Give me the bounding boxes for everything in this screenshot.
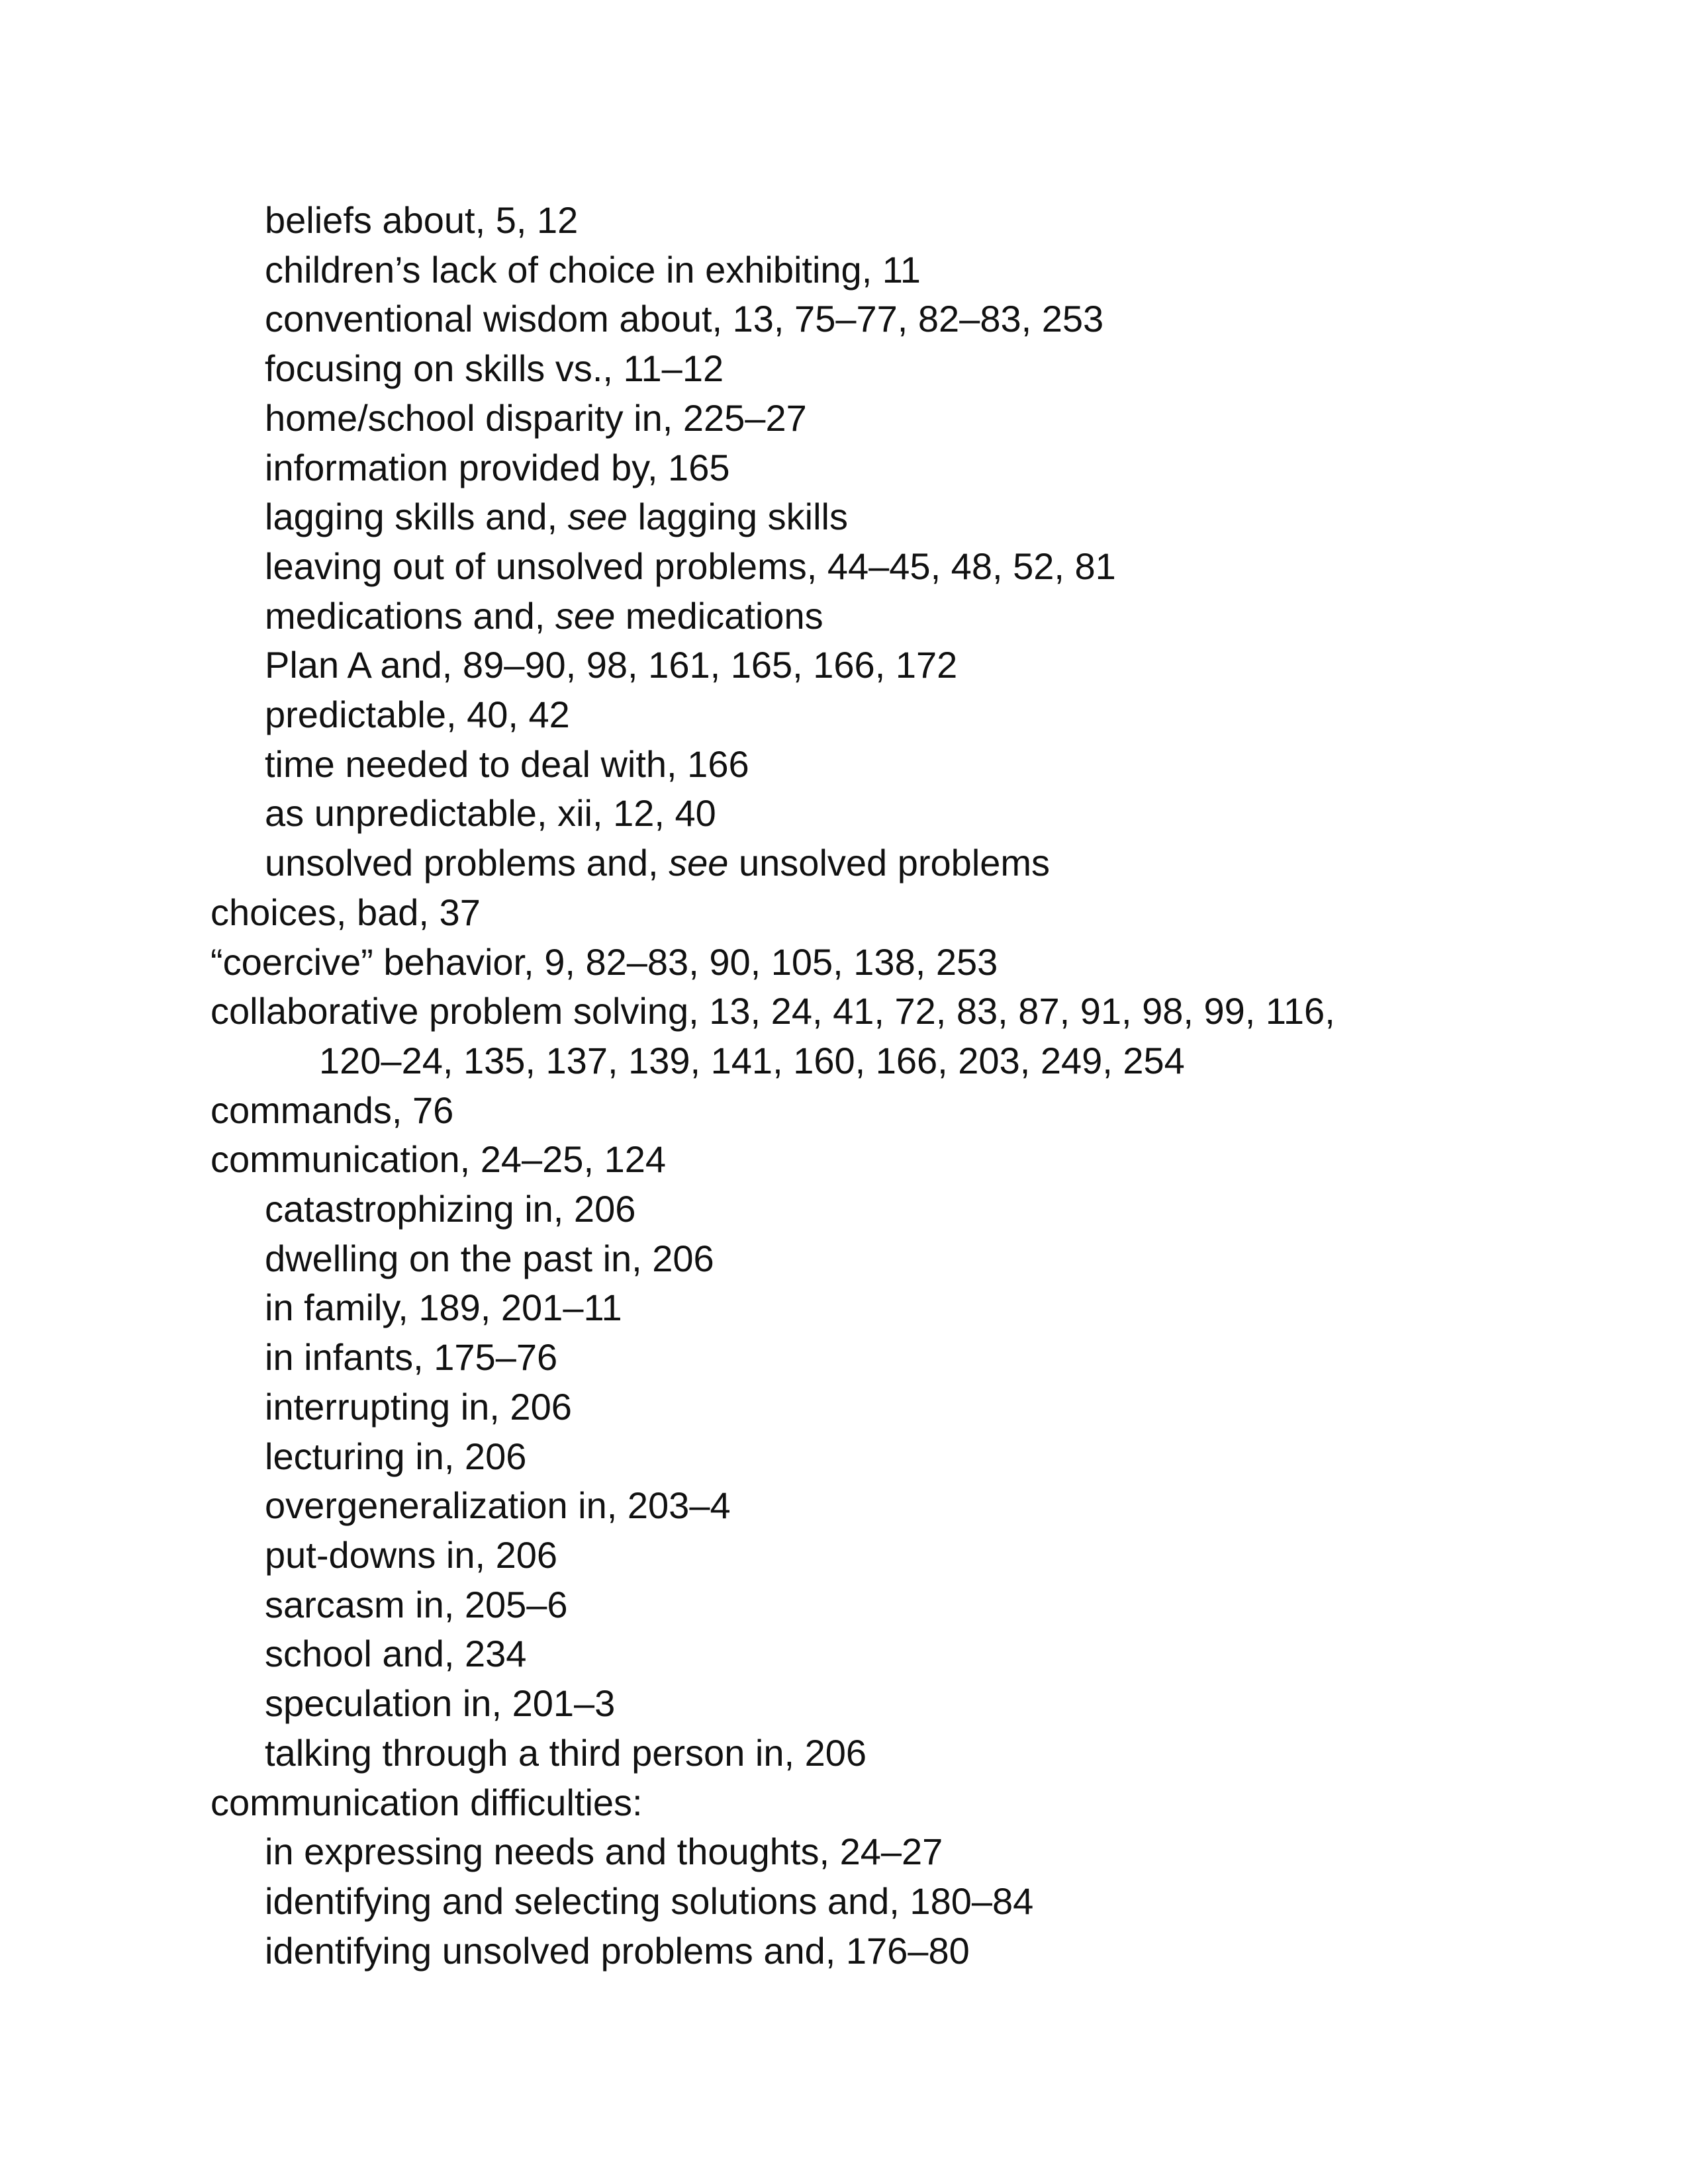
index-subentry — [211, 839, 1534, 888]
see-reference: see — [567, 496, 628, 538]
index-main-entry: commands, 76 — [211, 1089, 454, 1131]
index-main-entry: collaborative problem solving, 13, 24, 41, 72, 83, 87, 91, 98, 99, 116, — [211, 990, 1335, 1032]
index-main-entry: communication difficulties: — [211, 1781, 643, 1823]
entry-text: unsolved problems and, — [265, 842, 669, 884]
index-subentry: as unpredictable, xii, 12, 40 — [265, 792, 716, 835]
index-subentry: put-downs in, 206 — [265, 1533, 558, 1576]
index-subentry: identifying unsolved problems and, 176–80 — [265, 1929, 970, 1972]
index-subentry: information provided by, 165 — [265, 446, 730, 488]
index-subentry: focusing on skills vs., 11–12 — [265, 347, 724, 390]
index-subentry: children’s lack of choice in exhibiting, 11 — [265, 248, 921, 291]
see-target: unsolved problems — [728, 842, 1051, 884]
index-subentry — [211, 492, 1534, 542]
index-subentry: school and, 234 — [265, 1633, 527, 1675]
entry-text: medications and, — [265, 594, 555, 637]
index-main-entry: choices, bad, 37 — [211, 891, 481, 933]
index-subentry: predictable, 40, 42 — [265, 694, 570, 736]
index-subentry: lecturing in, 206 — [265, 1435, 527, 1477]
index-subentry: home/school disparity in, 225–27 — [265, 396, 807, 439]
index-subentry: dwelling on the past in, 206 — [265, 1237, 714, 1279]
index-entry-continuation: 120–24, 135, 137, 139, 141, 160, 166, 203, 249, 254 — [319, 1039, 1185, 1081]
index-subentry — [211, 592, 1534, 641]
entry-text: lagging skills and, — [265, 496, 568, 538]
index-subentry: time needed to deal with, 166 — [265, 743, 749, 785]
index-subentry: in expressing needs and thoughts, 24–27 — [265, 1831, 943, 1873]
index-subentry: Plan A and, 89–90, 98, 161, 165, 166, 172 — [265, 644, 958, 686]
index-subentry: in family, 189, 201–11 — [265, 1287, 622, 1329]
index-subentry: in infants, 175–76 — [265, 1336, 558, 1379]
index-subentry: leaving out of unsolved problems, 44–45, 48, 52, 81 — [265, 545, 1116, 587]
index-subentry: conventional wisdom about, 13, 75–77, 82–83, 253 — [265, 298, 1104, 340]
see-target: medications — [615, 594, 823, 637]
index-subentry: interrupting in, 206 — [265, 1385, 572, 1428]
index-subentry: talking through a third person in, 206 — [265, 1731, 867, 1774]
index-subentry: speculation in, 201–3 — [265, 1682, 616, 1725]
see-reference: see — [555, 594, 616, 637]
index-subentry: overgeneralization in, 203–4 — [265, 1484, 731, 1527]
index-entry-list — [211, 196, 1534, 1976]
see-reference: see — [669, 842, 729, 884]
index-main-entry: “coercive” behavior, 9, 82–83, 90, 105, 138, 253 — [211, 940, 998, 983]
index-subentry: beliefs about, 5, 12 — [265, 199, 579, 241]
index-subentry: sarcasm in, 205–6 — [265, 1583, 568, 1625]
see-target: lagging skills — [627, 496, 848, 538]
index-subentry: catastrophizing in, 206 — [265, 1188, 636, 1230]
index-main-entry: communication, 24–25, 124 — [211, 1138, 666, 1181]
index-subentry: identifying and selecting solutions and, 180–84 — [265, 1880, 1034, 1922]
